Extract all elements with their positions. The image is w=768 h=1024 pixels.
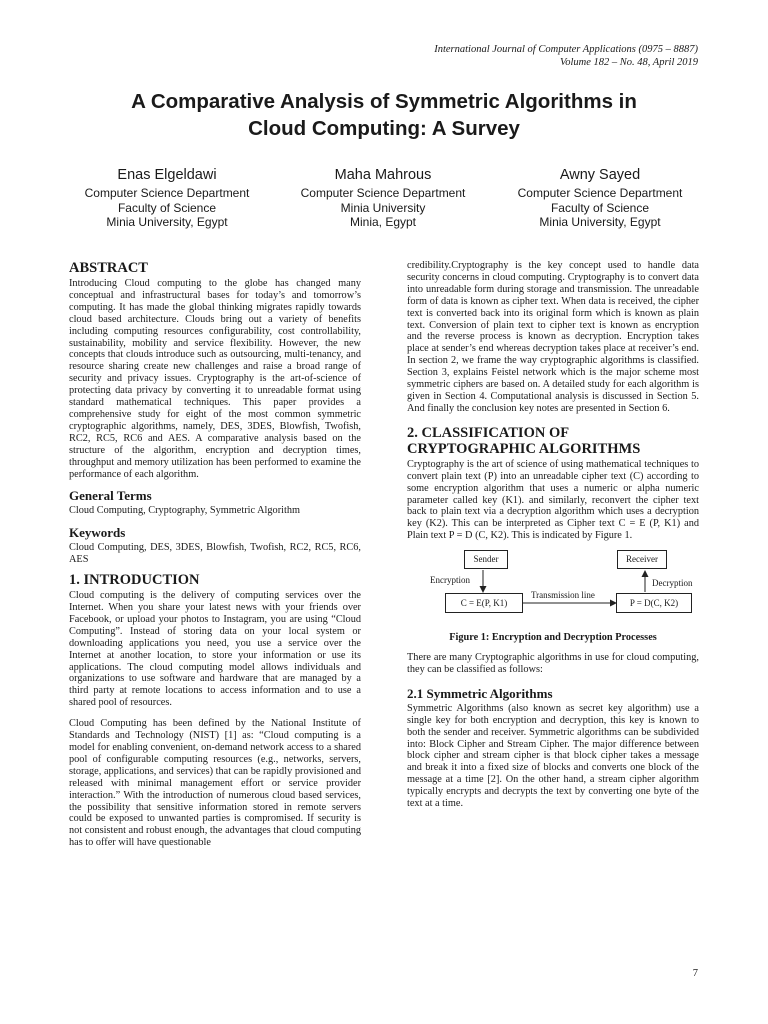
author-dept: Computer Science Department — [300, 186, 466, 200]
author-name: Maha Mahrous — [334, 167, 432, 183]
symmetric-paragraph: Symmetric Algorithms (also known as secret key algorithm) use a single key for both encryption and decryption, this key is known to both the sender and receiver. Symmetric algorithms can be subdivided into: Block Cipher and Stream Cipher. The major difference between block cipher and stream cipher is that block cipher takes a message and break it into a fixed size of blocks and converts one block of the message at a time [2]. On the other hand, a stream cipher algorithm typically encrypts and decrypts the text by converting one byte of the text at a time. — [407, 702, 699, 810]
receiver-box: Receiver — [617, 550, 667, 569]
author-2 — [278, 166, 488, 230]
page-number: 7 — [692, 968, 698, 979]
introduction-paragraph-2: Cloud Computing has been defined by the National Institute of Standards and Technology (NIST) [1] as: “Cloud computing is a model for enabling convenient, on-demand network access to a shared pool of configurable computing resources (e.g., networks, servers, storage, applications, and services) that can be rapidly provisioned and released with minimal management effort or service provider interaction.” With the introduction of numerous cloud based services, the possibility that sensitive information stored in remote servers could be exposed to unwanted parties is compromised. If security is not consistent and robust enough, the advantages that cloud computing has to offer will have questionable — [69, 718, 361, 849]
keywords-heading: Keywords — [69, 525, 126, 541]
author-location: Minia, Egypt — [349, 215, 417, 229]
transmission-label: Transmission line — [531, 590, 595, 601]
sender-box: Sender — [464, 550, 508, 569]
title-line-2: Cloud Computing: A Survey — [248, 117, 520, 140]
symmetric-heading: 2.1 Symmetric Algorithms — [407, 685, 553, 701]
keywords-text: Cloud Computing, DES, 3DES, Blowfish, Twofish, RC2, RC5, RC6, AES — [69, 542, 361, 566]
author-name: Enas Elgeldawi — [117, 167, 217, 183]
author-university: Minia University, Egypt — [539, 215, 661, 229]
author-university: Minia University — [340, 200, 426, 215]
right-column — [407, 260, 699, 810]
title-line-1: A Comparative Analysis of Symmetric Algorithms in — [131, 90, 637, 113]
journal-header — [434, 43, 698, 69]
introduction-paragraph-1: Cloud computing is the delivery of computing services over the Internet. When you share your latest news with your friends over Facebook, or upload your photos to Instagram, you are using “Cloud Computing”. Instead of storing data on your local system or downloading applications you need, you use a service over the Internet at another location, to store your information or use its applications. The cloud computing model allows individuals and organizations to use software and hardware that are managed by a third party at remote locations to access information and to use a shared pool of resources. — [69, 590, 361, 709]
left-column — [69, 260, 361, 849]
author-1 — [62, 166, 272, 230]
encryption-label: Encryption — [430, 575, 470, 586]
classification-heading-line-1: 2. CLASSIFICATION OF — [407, 424, 570, 441]
abstract-text: Introducing Cloud computing to the globe has changed many conceptual and infrastructural bases for today’s and tomorrow’s computing. It has made the global thinking migrates rapidly towards cloud based architecture. Clouds bring out a variety of benefits including computing resources configurability, cost controllability, sustainability, mobility and service flexibility. However, the new concepts that clouds introduce such as outsourcing, multi-tenancy, and resource sharing create new challenges and raise a broad range of security and privacy issues. Cryptography is the art-of-science of protecting data privacy by converting it to unreadable format using standard mathematical techniques. This paper provides a comprehensive study for eight of the most common symmetric cryptographic algorithms, namely, DES, 3DES, Blowfish, Twofish, RC2, RC5, RC6 and AES. A comparative analysis based on the structure of the algorithm, encryption and decryption times, throughput and memory utilization has been performed to examine the performance of each algorithm. — [69, 278, 361, 480]
author-name: Awny Sayed — [559, 167, 641, 183]
introduction-paragraph-3: credibility.Cryptography is the key concept used to handle data security concerns in cloud computing. Cryptography is to convert data into unreadable form during storage and transmission. The unreadable form of data is known as cipher text. When data is received, the cipher text is converted back into its original form which is known as plain text. Conversion of plain text to cipher text is known as encryption and the reverse process is known as decryption. Encryption takes place at sender’s end whereas decryption takes place at receiver’s end. In section 2, we frame the way cryptographic algorithms is classified. Section 3, explains Feistel network which is the major scheme most symmetric ciphers are based on. A detailed study for each algorithm is given in Section 4. Computational analysis is discussed in Section 5. And finally the conclusion key notes are presented in Section 6. — [407, 260, 699, 414]
decryption-label: Decryption — [652, 578, 693, 589]
classification-heading — [407, 425, 699, 457]
author-dept: Computer Science Department — [84, 186, 250, 200]
figure-1-caption: Figure 1: Encryption and Decryption Processes — [449, 632, 657, 644]
classification-heading-line-2: CRYPTOGRAPHIC ALGORITHMS — [407, 440, 641, 457]
author-faculty: Faculty of Science — [550, 200, 650, 215]
author-dept: Computer Science Department — [517, 186, 683, 200]
author-university: Minia University, Egypt — [106, 215, 228, 229]
author-3 — [495, 166, 705, 230]
encryption-box: C = E(P, K1) — [445, 593, 523, 613]
journal-volume: Volume 182 – No. 48, April 2019 — [559, 57, 698, 68]
classification-paragraph-2: There are many Cryptographic algorithms in use for cloud computing, they can be classified as follows: — [407, 652, 699, 675]
introduction-heading: 1. INTRODUCTION — [69, 572, 200, 589]
figure-1-diagram — [407, 548, 699, 628]
author-faculty: Faculty of Science — [117, 200, 217, 215]
paper-title — [60, 88, 708, 142]
journal-name: International Journal of Computer Applications (0975 – 8887) — [434, 44, 698, 55]
general-terms-heading: General Terms — [69, 488, 152, 504]
classification-paragraph-1: Cryptography is the art of science of using mathematical techniques to convert plain text (P) into an unreadable cipher text (C) according to some encryption algorithm that uses a numeric or alpha numeric parameter called key (K1). and similarly, reconvert the cipher text back to plain text via a decryption algorithm which uses a decryption key (K2). This can be interpreted as Cipher text C = E (P, K1) and Plain text P = D (C, K2). This is indicated by Figure 1. — [407, 458, 699, 542]
general-terms-text: Cloud Computing, Cryptography, Symmetric Algorithm — [69, 505, 301, 517]
abstract-heading: ABSTRACT — [69, 260, 148, 276]
decryption-box: P = D(C, K2) — [616, 593, 692, 613]
